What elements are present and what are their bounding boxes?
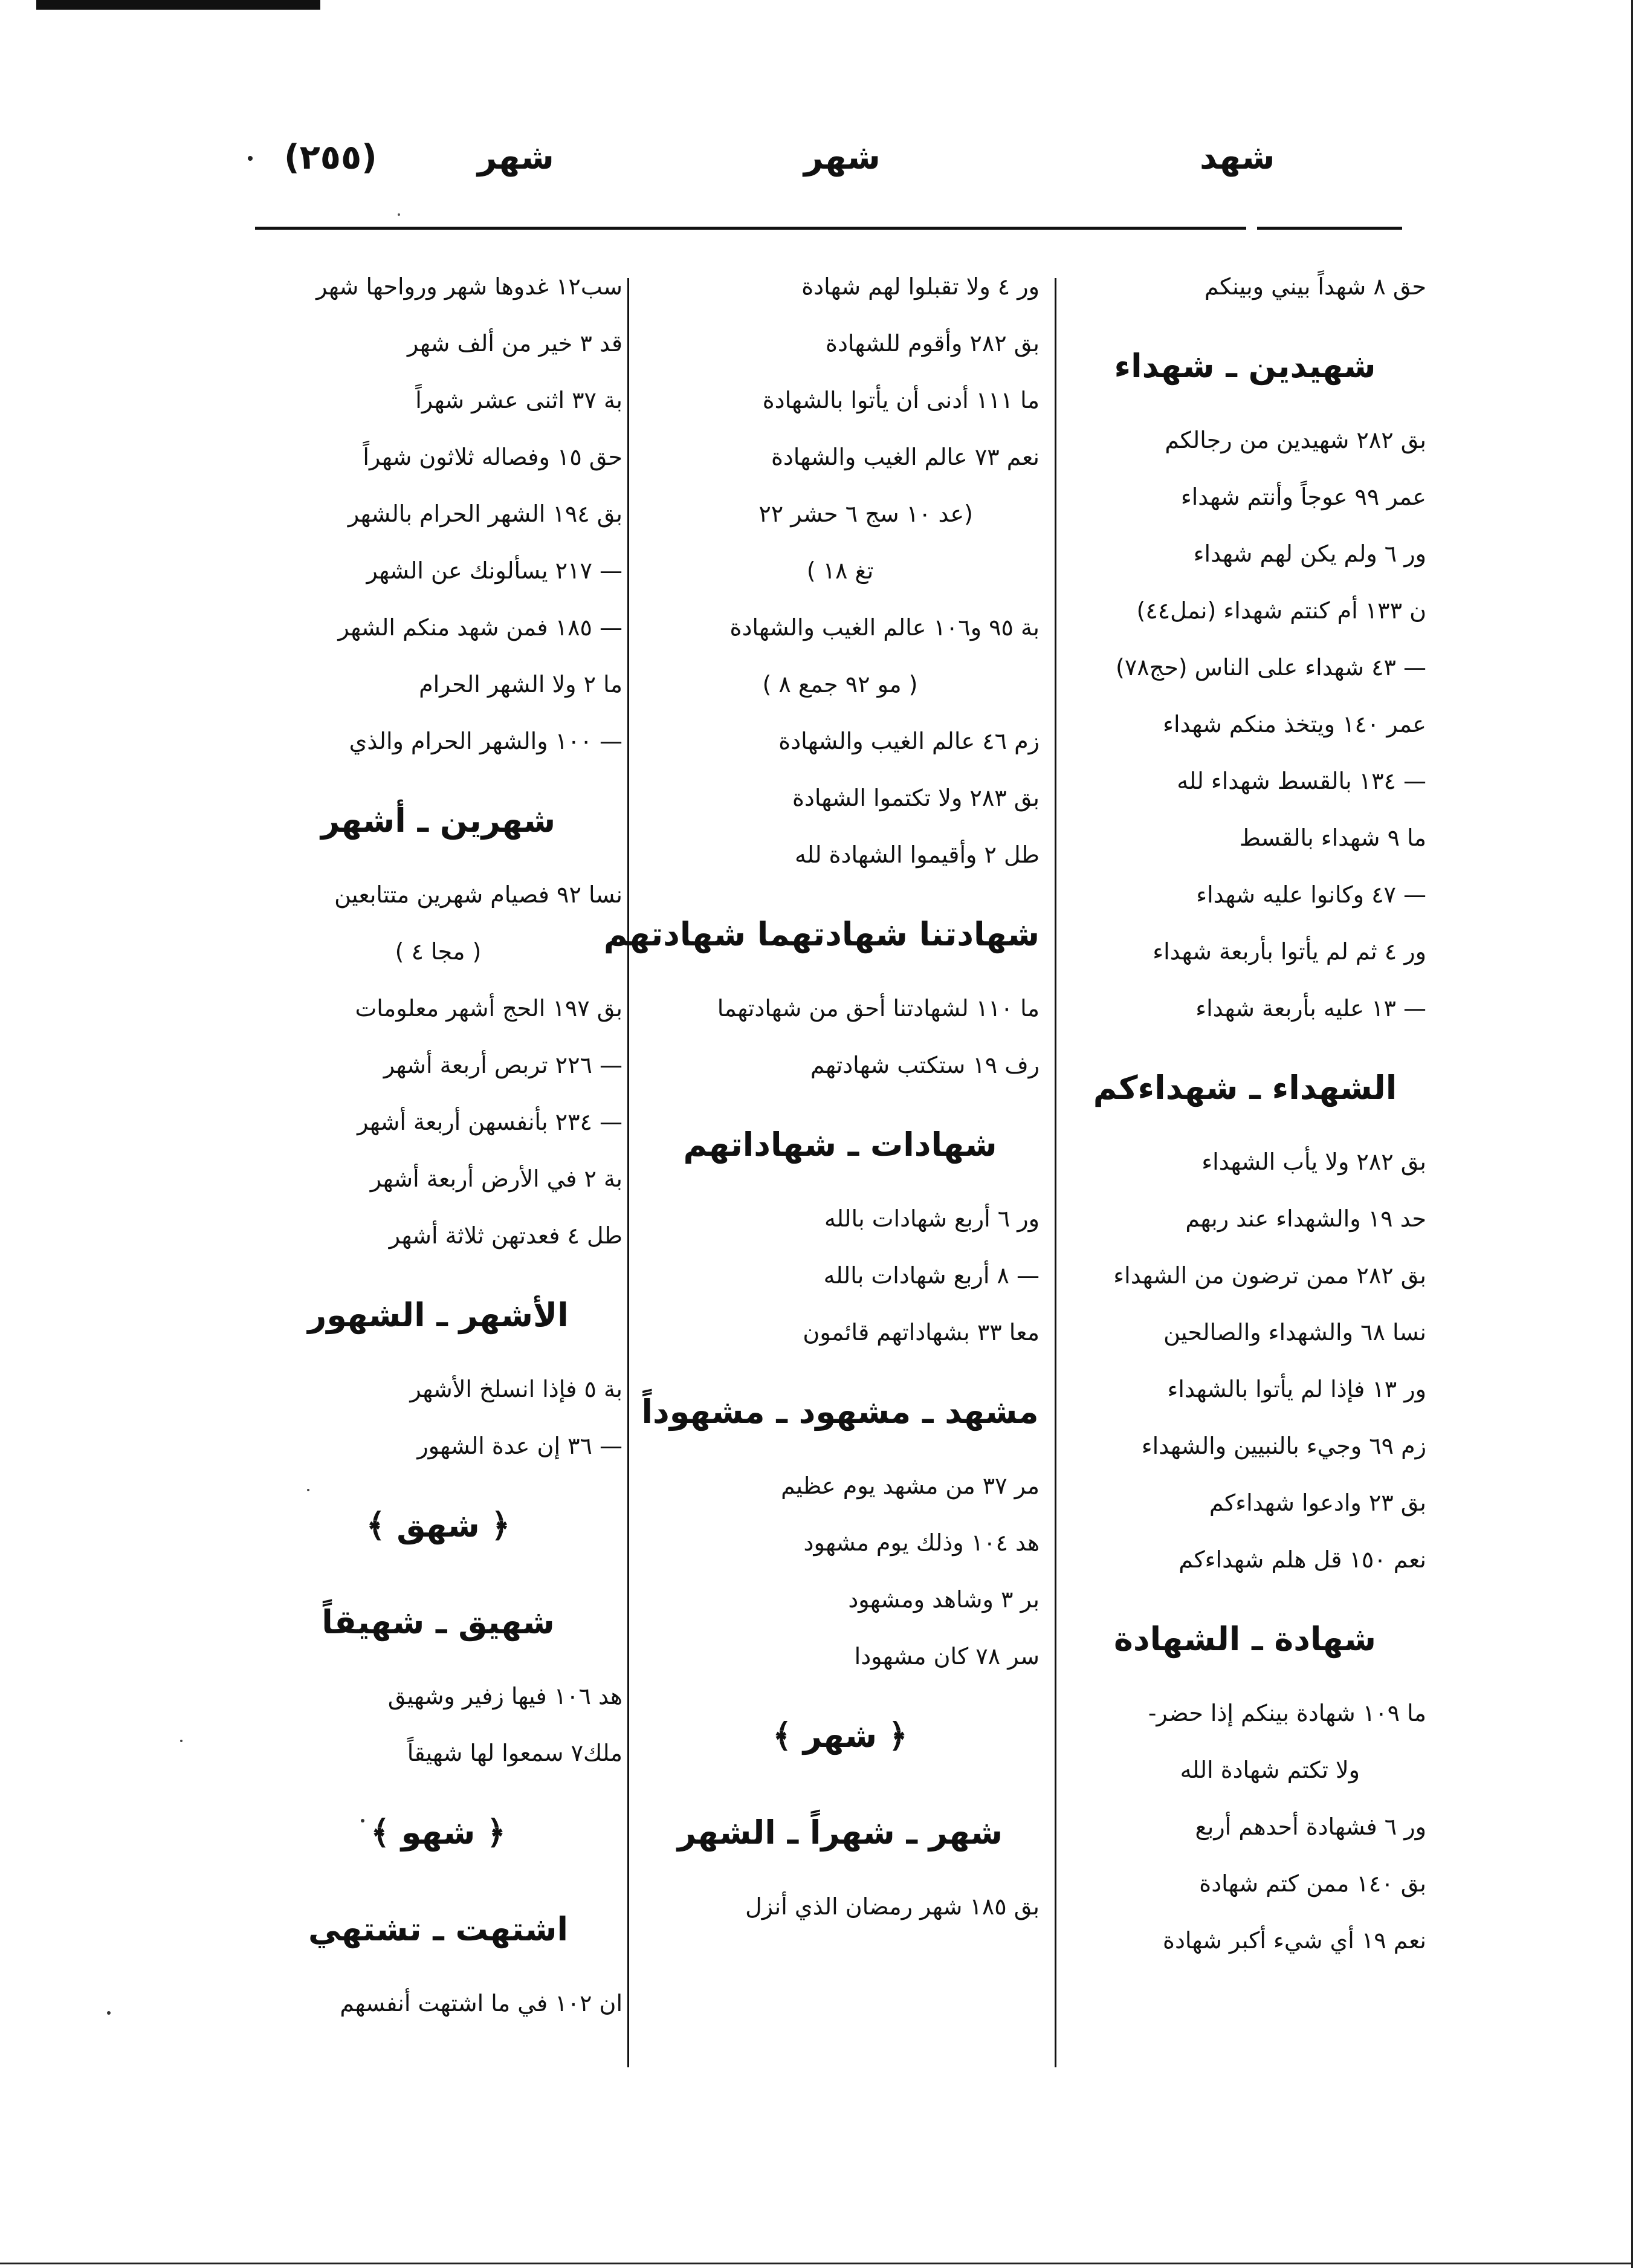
concordance-entry: بة ٣٧ اثنى عشر شهراً xyxy=(415,387,622,413)
section-heading: ﴿ شهر ﴾ xyxy=(772,1717,908,1755)
concordance-entry: ن ١٣٣ أم كنتم شهداء (نمل٤٤) xyxy=(1136,597,1426,624)
corner-rule xyxy=(36,0,320,10)
concordance-entry: بق ٢٣ وادعوا شهداءكم xyxy=(1209,1489,1426,1516)
concordance-entry: رف ١٩ ستكتب شهادتهم xyxy=(810,1052,1040,1078)
concordance-entry: هد ١٠٦ فيها زفير وشهيق xyxy=(387,1683,622,1709)
concordance-entry: ما ٩ شهداء بالقسط xyxy=(1239,825,1426,851)
concordance-entry: بق ٢٨٢ ممن ترضون من الشهداء xyxy=(1113,1262,1426,1289)
concordance-entry: بق ٢٨٢ ولا يأب الشهداء xyxy=(1201,1149,1426,1175)
concordance-entry: بة ٥ فإذا انسلخ الأشهر xyxy=(410,1376,622,1402)
concordance-entry: ور ٦ فشهادة أحدهم أربع xyxy=(1195,1813,1426,1840)
concordance-entry: بق ٢٨٣ ولا تكتموا الشهادة xyxy=(792,785,1040,811)
concordance-entry: ما ١١١ أدنى أن يأتوا بالشهادة xyxy=(762,387,1040,413)
concordance-entry: ما ٢ ولا الشهر الحرام xyxy=(419,671,622,698)
concordance-entry: ور ٤ ولا تقبلوا لهم شهادة xyxy=(801,273,1040,300)
concordance-entry: — ٨ أربع شهادات بالله xyxy=(823,1262,1040,1289)
concordance-entry: — ٢١٧ يسألونك عن الشهر xyxy=(366,557,622,584)
entry-continuation: ( مو ٩٢ جمع ٨ ) xyxy=(762,671,918,698)
concordance-entry: ما ١٠٩ شهادة بينكم إذا حضر- xyxy=(1148,1700,1426,1726)
column-divider-right xyxy=(1055,278,1056,2067)
concordance-entry: ما ١١٠ لشهادتنا أحق من شهادتهما xyxy=(717,995,1040,1022)
entry-continuation: (عد ١٠ سج ٦ حشر ٢٢ xyxy=(758,501,973,527)
page-number: (٢٥٥) xyxy=(284,138,377,177)
section-heading: اشتهت ـ تشتهي xyxy=(308,1910,569,1948)
header-rule xyxy=(255,227,1246,230)
section-heading: شهيق ـ شهيقاً xyxy=(322,1603,555,1641)
concordance-entry: قد ٣ خير من ألف شهر xyxy=(407,330,622,357)
concordance-entry: بر ٣ وشاهد ومشهود xyxy=(848,1586,1040,1613)
concordance-entry: ان ١٠٢ في ما اشتهت أنفسهم xyxy=(340,1990,622,2017)
concordance-entry: بق ١٤٠ ممن كتم شهادة xyxy=(1199,1870,1426,1897)
section-heading: ﴿ شهق ﴾ xyxy=(366,1506,511,1544)
section-heading: شهادة ـ الشهادة xyxy=(1114,1620,1376,1658)
concordance-entry: نعم ١٥٠ قل هلم شهداءكم xyxy=(1179,1546,1426,1573)
page-header xyxy=(0,138,1633,210)
section-heading: ﴿ شهو ﴾ xyxy=(370,1813,506,1852)
concordance-entry: سب١٢ غدوها شهر ورواحها شهر xyxy=(316,273,622,300)
concordance-entry: — ١٠٠ والشهر الحرام والذي xyxy=(349,728,622,754)
concordance-entry: حق ١٥ وفصاله ثلاثون شهراً xyxy=(363,444,622,470)
concordance-entry: — ٤٧ وكانوا عليه شهداء xyxy=(1196,881,1426,908)
concordance-entry: نعم ١٩ أي شيء أكبر شهادة xyxy=(1163,1927,1426,1954)
concordance-entry: ور ١٣ فإذا لم يأتوا بالشهداء xyxy=(1167,1376,1426,1402)
column-left xyxy=(254,275,622,2076)
section-heading: شهادتنا شهادتهما شهادتهم xyxy=(603,915,1040,953)
concordance-entry: ور ٦ أربع شهادات بالله xyxy=(824,1205,1040,1232)
concordance-entry: ملك٧ سمعوا لها شهيقاً xyxy=(407,1740,622,1766)
concordance-entry: حق ٨ شهداً بيني وبينكم xyxy=(1204,273,1426,300)
section-heading: الأشهر ـ الشهور xyxy=(308,1296,569,1334)
concordance-entry: ور ٤ ثم لم يأتوا بأربعة شهداء xyxy=(1153,938,1426,965)
section-heading: الشهداء ـ شهداءكم xyxy=(1093,1069,1397,1107)
concordance-entry: ور ٦ ولم يكن لهم شهداء xyxy=(1193,540,1426,567)
concordance-entry: عمر ١٤٠ ويتخذ منكم شهداء xyxy=(1163,711,1426,737)
section-heading: مشهد ـ مشهود ـ مشهوداً xyxy=(641,1393,1039,1431)
concordance-entry: — ٢٣٤ بأنفسهن أربعة أشهر xyxy=(357,1109,622,1135)
concordance-entry: نعم ٧٣ عالم الغيب والشهادة xyxy=(771,444,1040,470)
concordance-entry: نسا ٩٢ فصيام شهرين متتابعين xyxy=(334,881,622,908)
header-word-middle: شهر xyxy=(804,138,881,177)
concordance-entry: بق ٢٨٢ وأقوم للشهادة xyxy=(826,330,1040,357)
concordance-entry: بق ١٩٧ الحج أشهر معلومات xyxy=(355,995,622,1022)
concordance-entry: بق ١٩٤ الشهر الحرام بالشهر xyxy=(348,501,622,527)
header-rule-short xyxy=(1257,227,1402,230)
section-heading: شهادات ـ شهاداتهم xyxy=(683,1126,997,1164)
concordance-entry: زم ٤٦ عالم الغيب والشهادة xyxy=(778,728,1040,754)
column-divider-left xyxy=(627,278,629,2067)
concordance-entry: — ٣٦ إن عدة الشهور xyxy=(417,1433,622,1459)
concordance-entry: — ٢٢٦ تربص أربعة أشهر xyxy=(383,1052,622,1078)
concordance-entry: طل ٤ فعدتهن ثلاثة أشهر xyxy=(389,1222,622,1249)
concordance-entry: زم ٦٩ وجيء بالنبيين والشهداء xyxy=(1141,1433,1426,1459)
section-heading: شهيدين ـ شهداء xyxy=(1114,347,1376,385)
column-middle xyxy=(603,273,1040,2076)
entry-continuation: ( مجا ٤ ) xyxy=(395,938,482,965)
concordance-entry: طل ٢ وأقيموا الشهادة لله xyxy=(795,841,1040,868)
concordance-entry: هد ١٠٤ وذلك يوم مشهود xyxy=(803,1529,1040,1556)
concordance-entry: — ٤٣ شهداء على الناس (حج٧٨) xyxy=(1116,654,1426,681)
header-word-right: شهد xyxy=(1200,138,1275,177)
concordance-entry: بق ٢٨٢ شهيدين من رجالكم xyxy=(1165,427,1426,453)
column-right xyxy=(1064,275,1426,2076)
concordance-entry: بة ٢ في الأرض أربعة أشهر xyxy=(370,1165,622,1192)
concordance-entry: بة ٩٥ و١٠٦ عالم الغيب والشهادة xyxy=(729,614,1040,641)
concordance-entry: عمر ٩٩ عوجاً وأنتم شهداء xyxy=(1180,484,1426,510)
concordance-entry: معا ٣٣ بشهاداتهم قائمون xyxy=(803,1319,1040,1346)
concordance-entry: سر ٧٨ كان مشهودا xyxy=(854,1643,1040,1670)
concordance-entry: نسا ٦٨ والشهداء والصالحين xyxy=(1163,1319,1426,1346)
header-dot xyxy=(248,156,253,161)
concordance-entry: — ١٨٥ فمن شهد منكم الشهر xyxy=(338,614,622,641)
entry-continuation: ولا تكتم شهادة الله xyxy=(1180,1757,1360,1783)
header-word-left: شهر xyxy=(477,138,554,177)
section-heading: شهرين ـ أشهر xyxy=(320,802,556,840)
entry-continuation: تغ ١٨ ) xyxy=(806,557,874,584)
concordance-entry: حد ١٩ والشهداء عند ربهم xyxy=(1185,1205,1426,1232)
concordance-entry: — ١٣٤ بالقسط شهداء لله xyxy=(1177,768,1426,794)
concordance-entry: — ١٣ عليه بأربعة شهداء xyxy=(1195,995,1426,1022)
scan-edge-bottom xyxy=(0,2263,1633,2264)
concordance-entry: مر ٣٧ من مشهد يوم عظيم xyxy=(781,1473,1040,1499)
concordance-entry: بق ١٨٥ شهر رمضان الذي أنزل xyxy=(745,1893,1040,1920)
section-heading: شهر ـ شهراً ـ الشهر xyxy=(677,1813,1003,1852)
